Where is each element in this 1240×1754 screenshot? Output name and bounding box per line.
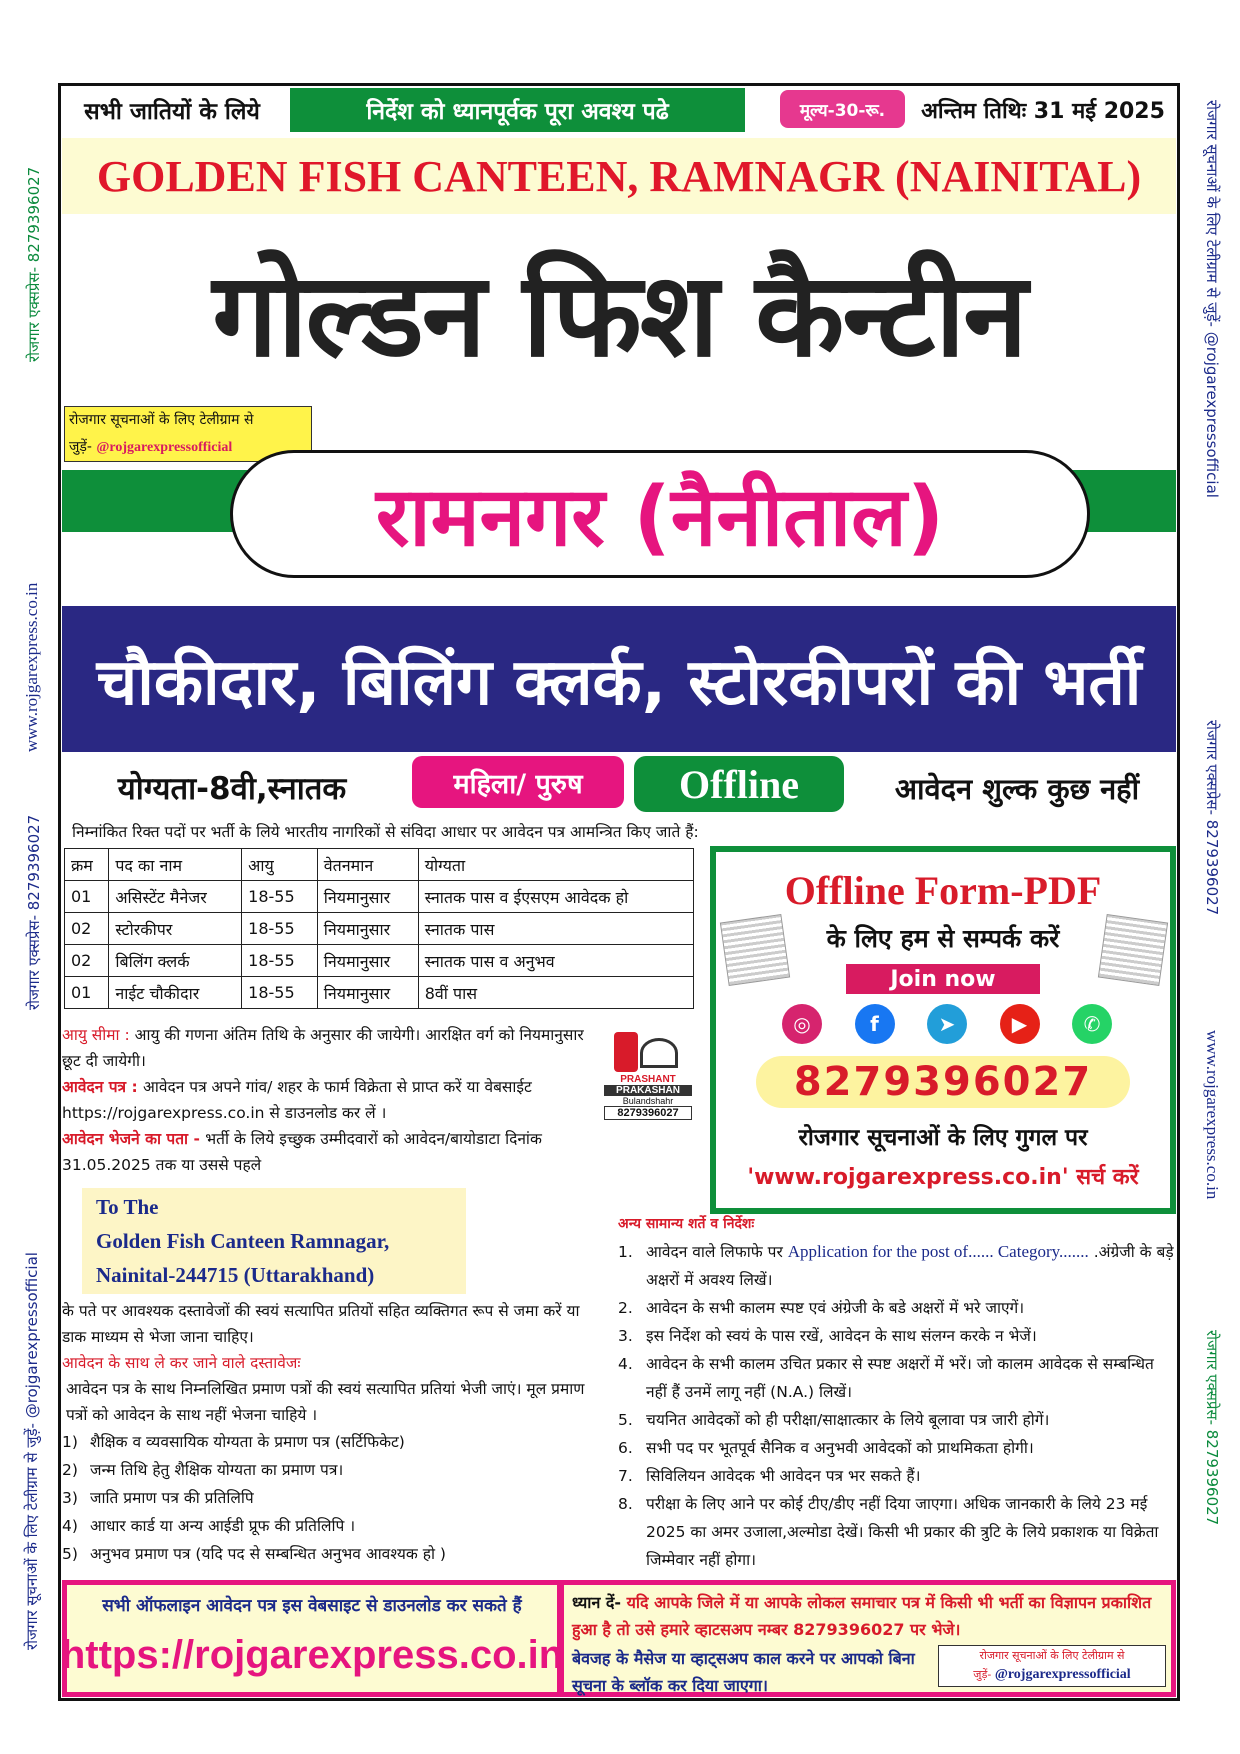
list-item: 4) आधार कार्ड या अन्य आईडी प्रूफ की प्रतिलिपि । — [62, 1517, 356, 1535]
side-left-low: रोजगार एक्सप्रेस- 8279396027 — [25, 814, 43, 1010]
instagram-icon[interactable]: ◎ — [782, 1004, 822, 1044]
cell: 18-55 — [242, 881, 318, 913]
list-item: 5. चयनित आवेदकों को ही परीक्षा/साक्षात्कार के लिये बूलावा पत्र जारी होगें। — [618, 1411, 1050, 1429]
cell: नाईट चौकीदार — [109, 977, 242, 1009]
publisher-logo — [604, 1028, 692, 1140]
list-item: 8. परीक्षा के लिए आने पर कोई टीए/डीए नहीं दिया जाएगा। अधिक जानकारी के लिये 23 मई 2025 का अमर उजाला,अल्मोडा देखें। किसी भी प्रकार की त्रुटि के लिये प्रकाशक या विक्रेता जिम्मेवार नहीं होगा। — [618, 1495, 1159, 1569]
age-label: आयु सीमा : — [62, 1026, 135, 1044]
facebook-icon[interactable]: f — [855, 1004, 895, 1044]
cell: 18-55 — [242, 913, 318, 945]
cell: 8वीं पास — [418, 977, 693, 1009]
posts-banner: चौकीदार, बिलिंग क्लर्क, स्टोरकीपरों की भर्ती — [62, 606, 1176, 752]
attention-note — [572, 1589, 1163, 1643]
table-row — [65, 881, 694, 913]
list-item: 6. सभी पद पर भूतपूर्व सैनिक व अनुभवी आवेदकों को प्राथमिकता होगी। — [618, 1439, 1034, 1457]
cell: 01 — [65, 977, 109, 1009]
logo-name-2: PRAKASHAN — [604, 1085, 692, 1096]
whatsapp-icon[interactable]: ✆ — [1072, 1004, 1112, 1044]
footer — [62, 1580, 1176, 1697]
telegram-prefix: जुड़ें- — [69, 439, 97, 455]
form-text: आवेदन पत्र अपने गांव/ शहर के फार्म विक्रेता से प्राप्त करें या वेबसाईट https://rojgarexpress.co.in से डाउनलोड कर लें । — [62, 1078, 532, 1122]
site-line[interactable]: 'www.rojgarexpress.co.in' सर्च करें — [747, 1165, 1139, 1190]
address-line-2: Golden Fish Canteen Ramnagar, — [96, 1229, 390, 1253]
cell: 02 — [65, 945, 109, 977]
logo-place: Bulandshahr — [622, 1096, 674, 1106]
promo-phone[interactable]: 8279396027 — [756, 1056, 1130, 1108]
header-cell: आयु — [242, 849, 318, 881]
download-line: सभी ऑफलाइन आवेदन पत्र इस वेबसाइट से डाउनलोड कर सकते हैं — [102, 1595, 522, 1616]
instruction-banner: निर्देश को ध्यानपूर्वक पूरा अवश्य पढे — [290, 88, 745, 132]
terms-column — [618, 1210, 1174, 1574]
all-castes-label: सभी जातियों के लिये — [84, 99, 260, 125]
posts-table — [64, 848, 694, 1009]
cell: बिलिंग क्लर्क — [109, 945, 242, 977]
side-left-bottom: रोजगार सूचनाओं के लिए टेलीग्राम से जुड़ें- @rojgarexpressofficial — [23, 1252, 41, 1650]
list-item: 2) जन्म तिथि हेतु शैक्षिक योग्यता का प्रमाण पत्र। — [62, 1461, 344, 1479]
list-item: 2. आवेदन के सभी कालम स्पष्ट एवं अंग्रेजी के बडे अक्षरों में भरे जाएगें। — [618, 1299, 1025, 1317]
cell: 01 — [65, 881, 109, 913]
after-address-text: के पते पर आवश्यक दस्तावेजों की स्वयं सत्यापित प्रतियों सहित व्यक्तिगत रूप से जमा करें या डाक माध्यम से भेजा जाना चाहिए। — [62, 1302, 580, 1346]
list-item: 1. आवेदन वाले लिफाफे पर Application for the post of...... Category....... .अंग्रेजी के बड़े अक्षरों में अवश्य लिखें। — [618, 1242, 1174, 1289]
table-header-row — [65, 849, 694, 881]
list-item: 4. आवेदन के सभी कालम उचित प्रकार से स्पष्ट अक्षरों में भरें। जो कालम आवेदक से सम्बन्धित नहीं हैं उनमें लागू नहीं (N.A.) लिखें। — [618, 1355, 1154, 1401]
side-right-low: www.rojgarexpress.co.in — [1203, 1030, 1222, 1200]
side-right-bottom: रोजगार एक्सप्रेस- 8279396027 — [1203, 1330, 1221, 1526]
youtube-icon[interactable]: ▶ — [1000, 1004, 1040, 1044]
docs-label: आवेदन के साथ ले कर जाने वाले दस्तावेजः — [62, 1354, 301, 1372]
list-item: 1) शैक्षिक व व्यवसायिक योग्यता के प्रमाण पत्र (सर्टिफिकेट) — [62, 1433, 405, 1451]
side-right-top: रोजगार सूचनाओं के लिए टेलीग्राम से जुड़ें- @rojgarexpressofficial — [1203, 100, 1221, 498]
location-title: रामनगर (नैनीताल) — [230, 450, 1090, 578]
logo-name-1: PRASHANT — [620, 1074, 676, 1085]
warning-text: बेवजह के मैसेज या व्हाट्सअप काल करने पर आपको बिना सूचना के ब्लॉक कर दिया जाएगा। — [572, 1649, 915, 1695]
table-row — [65, 913, 694, 945]
side-left-top: रोजगार एक्सप्रेस- 8279396027 — [25, 166, 43, 362]
last-date: अन्तिम तिथिः 31 मई 2025 — [921, 99, 1165, 124]
footer-tg-handle[interactable]: @rojgarexpressofficial — [994, 1667, 1131, 1682]
cell: 02 — [65, 913, 109, 945]
promo-subtitle: के लिए हम से सम्पर्क करें — [826, 924, 1060, 953]
cell: स्टोरकीपर — [109, 913, 242, 945]
footer-url[interactable]: https://rojgarexpress.co.in — [60, 1632, 564, 1677]
list-item: 3) जाति प्रमाण पत्र की प्रतिलिपि — [62, 1489, 254, 1507]
cell: 18-55 — [242, 977, 318, 1009]
logo-emblem — [604, 1028, 692, 1074]
notes-column — [62, 1022, 600, 1178]
address-block — [82, 1188, 466, 1294]
docs-list — [62, 1428, 600, 1568]
join-now-button[interactable]: Join now — [846, 964, 1040, 994]
gender-badge: महिला/ पुरुष — [412, 756, 624, 808]
header-cell: योग्यता — [418, 849, 693, 881]
form-label: आवेदन पत्र : — [62, 1078, 144, 1096]
fee-label: आवेदन शुल्क कुछ नहीं — [894, 771, 1140, 806]
footer-telegram-box — [938, 1645, 1166, 1687]
list-item: 5) अनुभव प्रमाण पत्र (यदि पद से सम्बन्धित अनुभव आवश्यक हो ) — [62, 1545, 446, 1563]
hindi-title: गोल्डन फिश कैन्टीन — [212, 248, 1026, 383]
form-note — [62, 1074, 600, 1126]
age-text: आयु की गणना अंतिम तिथि के अनुसार की जायेगी। आरक्षित वर्ग को नियमानुसार छूट दी जायेगी। — [62, 1026, 584, 1070]
logo-phone: 8279396027 — [604, 1106, 692, 1120]
footer-right — [564, 1585, 1171, 1695]
cell: स्नातक पास — [418, 913, 693, 945]
side-right-mid: रोजगार एक्सप्रेस- 8279396027 — [1203, 720, 1221, 916]
address-label: आवेदन भेजने का पता - — [62, 1130, 206, 1148]
telegram-line1: रोजगार सूचनाओं के लिए टेलीग्राम से — [69, 412, 254, 428]
intro-text: निम्नांकित रिक्त पदों पर भर्ती के लिये भारतीय नागरिकों से संविदा आधार पर आवेदन पत्र आमन्त्रित किए जाते हैं: — [72, 823, 699, 841]
mode-badge: Offline — [634, 756, 844, 812]
table-row — [65, 945, 694, 977]
list-item: 3. इस निर्देश को स्वयं के पास रखें, आवेदन के साथ संलग्न करके न भेजें। — [618, 1327, 1037, 1345]
table-row — [65, 977, 694, 1009]
cell: नियमानुसार — [317, 977, 418, 1009]
cell: 18-55 — [242, 945, 318, 977]
price-badge: मूल्य-30-रू. — [780, 90, 905, 128]
notes-column-lower — [62, 1298, 600, 1568]
promo-title: Offline Form-PDF — [784, 867, 1102, 913]
address-text: भर्ती के लिये इच्छुक उम्मीदवारों को आवेदन/बायोडाटा दिनांक 31.05.2025 तक या उससे पहले — [62, 1130, 542, 1174]
list-item: 7. सिविलियन आवेदक भी आवेदन पत्र भर सकते हैं। — [618, 1467, 921, 1485]
terms-list — [618, 1238, 1174, 1574]
english-title: GOLDEN FISH CANTEEN, RAMNAGR (NAINITAL) — [62, 138, 1176, 214]
cell: नियमानुसार — [317, 913, 418, 945]
attention-label: ध्यान दें- — [572, 1593, 627, 1612]
telegram-handle[interactable]: @rojgarexpressofficial — [96, 440, 233, 455]
cell: स्नातक पास व अनुभव — [418, 945, 693, 977]
promo-box — [710, 846, 1176, 1214]
footer-tg-line1: रोजगार सूचनाओं के लिए टेलीग्राम से — [979, 1649, 1125, 1662]
address-note — [62, 1126, 600, 1178]
docs-intro: आवेदन पत्र के साथ निम्नलिखित प्रमाण पत्रों की स्वयं सत्यापित प्रतियां भेजी जाएं। मूल प्रमाण पत्रों को आवेदन के साथ नहीं भेजना चाहिये । — [66, 1380, 585, 1424]
age-note — [62, 1022, 600, 1074]
header-cell: क्रम — [65, 849, 109, 881]
social-icons — [782, 1004, 1112, 1048]
google-line: रोजगार सूचनाओं के लिए गुगल पर — [798, 1125, 1088, 1151]
footer-tg-line2: जुड़ें- @rojgarexpressofficial — [973, 1667, 1131, 1682]
header-cell: पद का नाम — [109, 849, 242, 881]
terms-title: अन्य सामान्य शर्ते व निर्देशः — [618, 1216, 755, 1232]
side-left-mid: www.rojgarexpress.co.in — [22, 582, 41, 752]
attention-text: यदि आपके जिले में या आपके लोकल समाचार पत्र में किसी भी भर्ती का विज्ञापन प्रकाशित हुआ है तो उसे हमारे व्हाटसअप नम्बर 8279396027 पर भेजे। — [572, 1593, 1152, 1639]
cell: असिस्टेंट मैनेजर — [109, 881, 242, 913]
header-cell: वेतनमान — [317, 849, 418, 881]
telegram-icon[interactable]: ➤ — [927, 1004, 967, 1044]
cell: नियमानुसार — [317, 945, 418, 977]
cell: स्नातक पास व ईएसएम आवेदक हो — [418, 881, 693, 913]
address-line-1: To The — [96, 1195, 159, 1219]
qualification-label: योग्यता-8वी,स्नातक — [117, 771, 347, 807]
cell: नियमानुसार — [317, 881, 418, 913]
address-line-3: Nainital-244715 (Uttarakhand) — [96, 1263, 375, 1287]
footer-left — [60, 1585, 564, 1692]
